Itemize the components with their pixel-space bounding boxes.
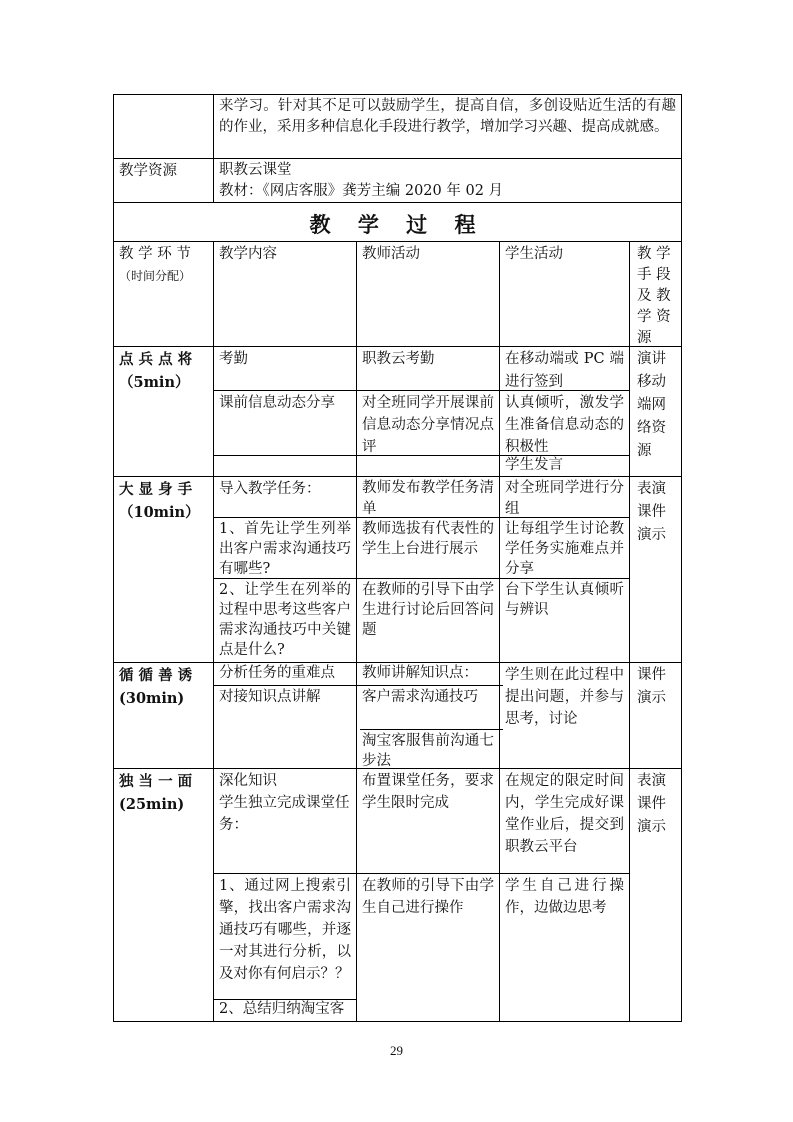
header-content: 教学内容 bbox=[219, 246, 277, 262]
stage-2-row-3-content: 2、让学生在列举的过程中思考这些客户需求沟通技巧中关键点是什么? bbox=[219, 582, 351, 658]
stage-3-label bbox=[114, 662, 213, 768]
header-stage bbox=[114, 241, 213, 346]
stage-4-row-1-content bbox=[214, 768, 356, 873]
stage-3-row-2-teacher: 客户需求沟通技巧 bbox=[362, 689, 478, 705]
stage-1-time: （5min） bbox=[119, 374, 190, 391]
stage-1-row-1-content: 考勤 bbox=[219, 351, 248, 367]
continuation-text: 来学习。针对其不足可以鼓励学生，提高自信，多创设贴近生活的有趣的作业，采用多种信息化手段进行教学，增加学习兴趣、提高成就感。 bbox=[219, 98, 676, 135]
stage-3-row-1-content: 分析任务的重难点 bbox=[219, 665, 335, 681]
stage-2-row-1-teacher: 教师发布教学任务清单 bbox=[362, 480, 494, 517]
header-teacher: 教师活动 bbox=[362, 246, 420, 262]
stage-1-means: 演讲 移动 端网 络资 源 bbox=[637, 351, 666, 459]
stage-4-row-2-student: 学生自己进行操作，边做边思考 bbox=[505, 878, 624, 916]
stage-2-row-1-student: 对全班同学进行分组 bbox=[505, 480, 624, 517]
stage-4-row-1-content-line-2: 学生独立完成课堂任务： bbox=[219, 795, 350, 833]
stage-4-row-1-teacher: 布置课堂任务，要求学生限时完成 bbox=[362, 773, 494, 811]
stage-4-time: (25min) bbox=[119, 796, 185, 813]
stage-4-row-1-content-line-1: 深化知识 bbox=[219, 773, 277, 789]
resources-line-1: 职教云课堂 bbox=[219, 162, 292, 178]
stage-1-row-2-student: 认真倾听，激发学生准备信息动态的积极性 bbox=[505, 395, 624, 455]
stage-3-student: 学生则在此过程中提出问题，并参与思考，讨论 bbox=[505, 667, 624, 727]
stage-1-label bbox=[114, 346, 213, 476]
stage-2-label bbox=[114, 476, 213, 662]
stage-3-time: (30min) bbox=[119, 690, 185, 707]
header-means: 教 学 手 段 及 教 学 资 源 bbox=[637, 246, 671, 346]
stage-4-row-2-teacher: 在教师的引导下由学生自己进行操作 bbox=[362, 878, 494, 916]
stage-1-row-2-teacher: 对全班同学开展课前信息动态分享情况点评 bbox=[362, 395, 494, 455]
header-stage-sub: （时间分配） bbox=[119, 269, 192, 283]
stage-4-name: 独 当 一 面 bbox=[119, 773, 193, 790]
stage-2-row-2-content: 1、首先让学生列举出客户需求沟通技巧有哪些? bbox=[219, 521, 351, 577]
stage-2-name: 大 显 身 手 bbox=[119, 481, 193, 498]
stage-3-means: 课件 演示 bbox=[637, 667, 666, 706]
stage-3-row-3-teacher: 淘宝客服售前沟通七步法 bbox=[362, 733, 494, 768]
stage-4-means: 表演 课件 演示 bbox=[637, 773, 666, 835]
stage-2-time: （10min） bbox=[119, 504, 200, 521]
stage-2-row-2-teacher: 教师选拔有代表性的学生上台进行展示 bbox=[362, 521, 494, 557]
resources-line-2: 教材：《网店客服》龚芳主编 2020 年 02 月 bbox=[219, 183, 504, 199]
stage-4-row-2-content: 1、通过网上搜索引擎，找出客户需求沟通技巧有哪些，并逐一对其进行分析，以及对你有何启示？？ bbox=[219, 878, 351, 982]
stage-1-row-1-student: 在移动端或 PC 端进行签到 bbox=[505, 351, 624, 390]
stage-4-label bbox=[114, 768, 213, 1021]
stage-4-row-3-content: 2、总结归纳淘宝客 bbox=[219, 1001, 345, 1017]
stage-2-row-1-content: 导入教学任务： bbox=[219, 481, 321, 497]
header-student: 学生活动 bbox=[505, 246, 563, 262]
stage-2-means: 表演 课件 演示 bbox=[637, 481, 666, 543]
stage-4-row-1-student: 在规定的限定时间内，学生完成好课堂作业后，提交到职教云平台 bbox=[505, 773, 624, 855]
stage-3-row-1-teacher: 教师讲解知识点： bbox=[362, 665, 478, 681]
resources-label: 教学资源 bbox=[119, 163, 177, 179]
stage-1-row-1-teacher: 职教云考勤 bbox=[362, 351, 435, 367]
page-number: 29 bbox=[390, 1043, 403, 1058]
section-title: 教 学 过 程 bbox=[309, 212, 486, 237]
stage-2-row-3-teacher: 在教师的引导下由学生进行讨论后回答问题 bbox=[362, 582, 494, 638]
stage-2-row-3-student: 台下学生认真倾听与辨识 bbox=[505, 582, 624, 618]
stage-1-row-2-content: 课前信息动态分享 bbox=[219, 395, 335, 411]
stage-2-row-2-student: 让每组学生讨论教学任务实施难点并分享 bbox=[505, 521, 624, 577]
stage-1-row-3-student: 学生发言 bbox=[505, 457, 563, 473]
stage-1-name: 点 兵 点 将 bbox=[119, 351, 193, 368]
stage-3-row-2-content: 对接知识点讲解 bbox=[219, 689, 321, 705]
stage-3-name: 循 循 善 诱 bbox=[119, 667, 193, 684]
header-stage-label: 教 学 环 节 bbox=[119, 246, 191, 262]
